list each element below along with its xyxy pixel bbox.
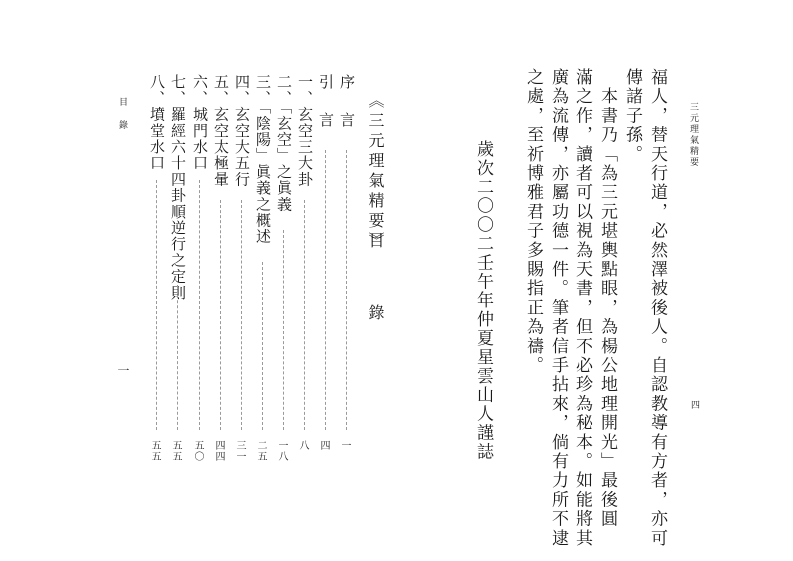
right-running-head: 三元理氣精要: [688, 102, 698, 168]
toc-page-2: 一八: [276, 440, 287, 462]
toc-page-introduction: 四: [318, 440, 329, 451]
toc-page-6: 五〇: [192, 440, 203, 462]
toc-entry-5: 五、玄空太極暈: [212, 74, 230, 188]
toc-leader: [346, 150, 347, 430]
right-page-number: 四: [689, 400, 699, 411]
toc-leader: [220, 200, 221, 430]
body-line-1: 福人，替天行道，必然澤被後人。自認教導有方者，亦可: [647, 68, 667, 548]
toc-page-8: 五五: [149, 440, 160, 462]
toc-leader: [156, 180, 157, 430]
toc-entry-1: 一、玄空三大卦: [296, 74, 314, 188]
toc-heading: 目 錄: [366, 232, 385, 340]
left-running-head: 目錄: [117, 97, 127, 143]
body-line-3: 本書乃「為三元堪輿點眼，為楊公地理開光」最後圓: [597, 68, 617, 529]
toc-page-7: 五五: [170, 440, 181, 462]
left-page-number: 一: [116, 364, 130, 377]
body-line-2: 傳諸子孫。: [622, 68, 642, 164]
toc-leader: [241, 200, 242, 430]
toc-page-5: 四四: [213, 440, 224, 462]
toc-leader: [199, 180, 200, 430]
toc-leader: [177, 285, 178, 430]
body-line-6: 之處，至祈博雅君子多賜指正為禱。: [523, 68, 543, 376]
toc-entry-8: 八、墳堂水口: [148, 74, 166, 172]
toc-leader: [325, 150, 326, 430]
toc-entry-6: 六、城門水口: [191, 74, 209, 172]
toc-entry-7: 七、羅經六十四卦順逆行之定則: [169, 74, 187, 301]
toc-page-4: 三一: [234, 440, 245, 462]
toc-entry-introduction: 引 言: [317, 74, 335, 131]
toc-entry-3: 三、「陰陽」眞義之概述: [254, 74, 272, 245]
toc-entry-4: 四、玄空大五行: [233, 74, 251, 188]
signature: 歲次二〇〇二壬午年仲夏星雲山人謹誌: [473, 140, 493, 462]
toc-leader: [262, 262, 263, 430]
toc-entry-preface: 序 言: [338, 74, 356, 131]
toc-page-3: 二五: [255, 440, 266, 462]
toc-page-1: 八: [297, 440, 308, 451]
toc-book-title: 《三元理氣精要》: [366, 92, 385, 252]
body-line-5: 廣為流傳，亦屬功德一件。筆者信手拈來，倘有力所不逮: [548, 68, 568, 548]
toc-leader: [283, 230, 284, 430]
toc-leader: [304, 200, 305, 430]
toc-page-preface: 一: [339, 440, 350, 451]
body-line-4: 滿之作，讀者可以視為天書，但不必珍為秘本。如能將其: [572, 68, 592, 548]
toc-entry-2: 二、「玄空」之眞義: [275, 74, 293, 213]
